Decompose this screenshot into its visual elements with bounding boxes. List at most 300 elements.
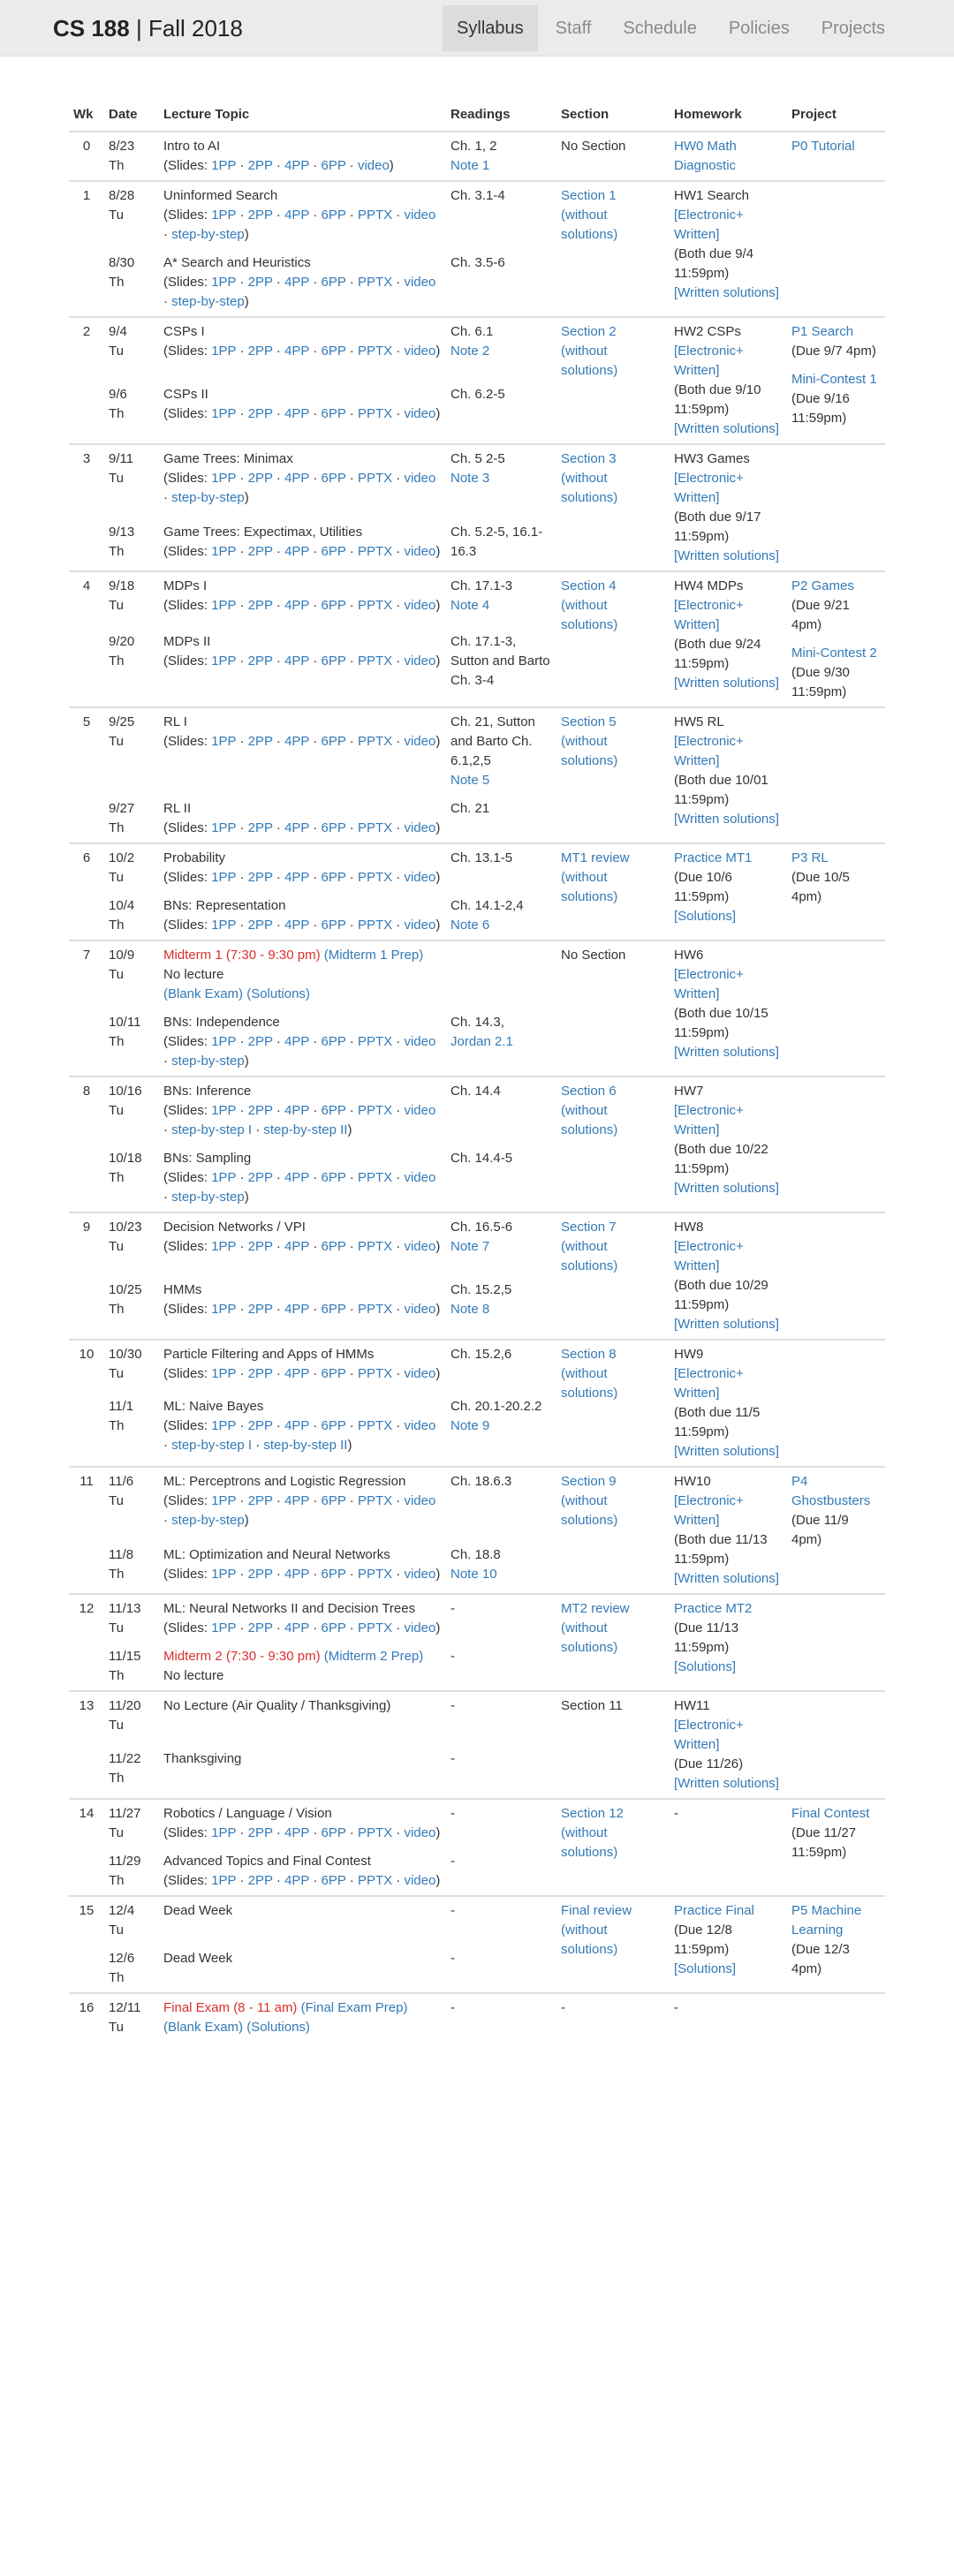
slides-video-link[interactable]: video xyxy=(404,1825,436,1840)
section-link[interactable]: Section 2 xyxy=(561,324,617,339)
section-link[interactable]: Section 8 xyxy=(561,1347,617,1362)
slides-pptx-link[interactable]: PPTX xyxy=(357,208,393,223)
homework-link[interactable]: [Electronic+ Written] xyxy=(674,208,744,242)
slides-pptx-link[interactable]: PPTX xyxy=(357,471,393,486)
slides-1pp-link[interactable]: 1PP xyxy=(211,544,237,559)
slides-1pp-link[interactable]: 1PP xyxy=(211,406,237,421)
slides-step-by-step-link[interactable]: step-by-step xyxy=(171,227,245,242)
homework-link[interactable]: [Written solutions] xyxy=(674,1571,779,1586)
col-header-homework: Homework xyxy=(670,97,787,132)
slides-video-link[interactable]: video xyxy=(404,544,436,559)
readings-link[interactable]: Note 8 xyxy=(450,1302,490,1317)
slides-4pp-link[interactable]: 4PP xyxy=(284,1418,310,1433)
slides-4pp-link[interactable]: 4PP xyxy=(284,1170,310,1185)
slides-2pp-link[interactable]: 2PP xyxy=(247,598,273,613)
readings-cell xyxy=(446,1643,556,1691)
section-link[interactable]: (without solutions) xyxy=(561,1103,618,1137)
slides-4pp-link[interactable]: 4PP xyxy=(284,1034,310,1049)
section-cell xyxy=(556,1896,670,1993)
slides-6pp-link[interactable]: 6PP xyxy=(321,1567,346,1582)
table-row xyxy=(69,1076,885,1144)
homework-link[interactable]: [Written solutions] xyxy=(674,1045,779,1060)
week-number: 8 xyxy=(69,1076,104,1212)
slides-video-link[interactable]: video xyxy=(404,918,436,933)
slides-4pp-link[interactable]: 4PP xyxy=(284,820,310,835)
homework-link[interactable]: [Written solutions] xyxy=(674,285,779,300)
slides-2pp-link[interactable]: 2PP xyxy=(247,344,273,359)
project-link[interactable]: Mini-Contest 1 xyxy=(791,372,877,387)
slides-1pp-link[interactable]: 1PP xyxy=(211,1418,237,1433)
homework-text: (Due 10/6 11:59pm) xyxy=(674,870,732,904)
readings-link[interactable]: Note 9 xyxy=(450,1418,490,1433)
slides-pptx-link[interactable]: PPTX xyxy=(357,1493,393,1508)
slides-video-link[interactable]: video xyxy=(404,1239,436,1254)
slides-6pp-link[interactable]: 6PP xyxy=(321,1873,346,1888)
slides-2pp-link[interactable]: 2PP xyxy=(247,158,273,173)
slides-1pp-link[interactable]: 1PP xyxy=(211,653,237,669)
slides-6pp-link[interactable]: 6PP xyxy=(321,544,346,559)
homework-link[interactable]: [Electronic+ Written] xyxy=(674,471,744,505)
homework-link[interactable]: [Solutions] xyxy=(674,1659,737,1674)
slides-2pp-link[interactable]: 2PP xyxy=(247,1825,273,1840)
slides-step-by-step-link[interactable]: step-by-step xyxy=(171,1190,245,1205)
slides-2pp-link[interactable]: 2PP xyxy=(247,1103,273,1118)
slides-2pp-link[interactable]: 2PP xyxy=(247,918,273,933)
slides-6pp-link[interactable]: 6PP xyxy=(321,1493,346,1508)
slides-6pp-link[interactable]: 6PP xyxy=(321,734,346,749)
readings-text: Ch. 5.2-5, 16.1-16.3 xyxy=(450,525,543,559)
slides-pptx-link[interactable]: PPTX xyxy=(357,870,393,885)
slides-4pp-link[interactable]: 4PP xyxy=(284,1103,310,1118)
project-link[interactable]: P3 RL xyxy=(791,850,829,865)
topic-link[interactable]: (Final Exam Prep) xyxy=(300,2000,408,2015)
lecture-topic-cell xyxy=(159,1799,446,1847)
homework-link[interactable]: Practice Final xyxy=(674,1903,754,1918)
homework-link[interactable]: [Written solutions] xyxy=(674,1181,779,1196)
section-link[interactable]: (without solutions) xyxy=(561,870,618,904)
slides-1pp-link[interactable]: 1PP xyxy=(211,734,237,749)
section-link[interactable]: (without solutions) xyxy=(561,1239,618,1273)
section-cell xyxy=(556,1799,670,1896)
slides-list: (Slides: 1PP · 2PP · 4PP · 6PP · PPTX · video · step-by-step) xyxy=(163,471,436,505)
section-link[interactable]: Section 4 xyxy=(561,578,617,593)
readings-link[interactable]: Note 6 xyxy=(450,918,490,933)
readings-cell xyxy=(446,1896,556,1945)
slides-1pp-link[interactable]: 1PP xyxy=(211,1170,237,1185)
slides-2pp-link[interactable]: 2PP xyxy=(247,1418,273,1433)
slides-2pp-link[interactable]: 2PP xyxy=(247,1170,273,1185)
slides-pptx-link[interactable]: PPTX xyxy=(357,918,393,933)
homework-text: (Both due 9/17 11:59pm) xyxy=(674,510,761,544)
section-cell xyxy=(556,132,670,181)
slides-pptx-link[interactable]: PPTX xyxy=(357,544,393,559)
slides-6pp-link[interactable]: 6PP xyxy=(321,344,346,359)
readings-link[interactable]: Jordan 2.1 xyxy=(450,1034,513,1049)
slides-pptx-link[interactable]: PPTX xyxy=(357,344,393,359)
lecture-topic: No lecture xyxy=(163,1668,224,1683)
slides-video-link[interactable]: video xyxy=(404,820,436,835)
homework-link[interactable]: [Electronic+ Written] xyxy=(674,1366,744,1401)
readings-cell xyxy=(446,628,556,707)
readings-cell xyxy=(446,1594,556,1643)
slides-4pp-link[interactable]: 4PP xyxy=(284,918,310,933)
slides-2pp-link[interactable]: 2PP xyxy=(247,653,273,669)
slides-pptx-link[interactable]: PPTX xyxy=(357,1873,393,1888)
slides-2pp-link[interactable]: 2PP xyxy=(247,275,273,290)
slides-2pp-link[interactable]: 2PP xyxy=(247,406,273,421)
slides-video-link[interactable]: video xyxy=(404,1620,436,1635)
homework-link[interactable]: Practice MT2 xyxy=(674,1601,753,1616)
slides-1pp-link[interactable]: 1PP xyxy=(211,158,237,173)
slides-6pp-link[interactable]: 6PP xyxy=(321,1239,346,1254)
slides-1pp-link[interactable]: 1PP xyxy=(211,1034,237,1049)
lecture-day: Th xyxy=(109,1970,125,1985)
slides-4pp-link[interactable]: 4PP xyxy=(284,870,310,885)
readings-cell xyxy=(446,1276,556,1340)
lecture-topic-cell xyxy=(159,941,446,1008)
slides-2pp-link[interactable]: 2PP xyxy=(247,1239,273,1254)
lecture-day: Th xyxy=(109,406,125,421)
slides-4pp-link[interactable]: 4PP xyxy=(284,1493,310,1508)
slides-2pp-link[interactable]: 2PP xyxy=(247,1493,273,1508)
readings-cell xyxy=(446,1212,556,1276)
slides-2pp-link[interactable]: 2PP xyxy=(247,1873,273,1888)
section-cell xyxy=(556,941,670,1076)
nav-projects[interactable]: Projects xyxy=(821,19,885,38)
slides-video-link[interactable]: video xyxy=(357,158,390,173)
homework-link[interactable]: [Electronic+ Written] xyxy=(674,1239,744,1273)
slides-1pp-link[interactable]: 1PP xyxy=(211,598,237,613)
topic-link[interactable]: (Blank Exam) xyxy=(163,986,244,1001)
homework-link[interactable]: [Electronic+ Written] xyxy=(674,967,744,1001)
slides-2pp-link[interactable]: 2PP xyxy=(247,544,273,559)
slides-6pp-link[interactable]: 6PP xyxy=(321,1302,346,1317)
slides-video-link[interactable]: video xyxy=(404,208,436,223)
lecture-day: Tu xyxy=(109,1825,124,1840)
slides-2pp-link[interactable]: 2PP xyxy=(247,870,273,885)
readings-cell xyxy=(446,1847,556,1896)
homework-text: - xyxy=(674,1806,678,1821)
slides-video-link[interactable]: video xyxy=(404,275,436,290)
topic-link[interactable]: (Midterm 2 Prep) xyxy=(323,1649,424,1664)
nav-schedule[interactable]: Schedule xyxy=(623,19,697,38)
lecture-topic-cell xyxy=(159,181,446,249)
section-link[interactable]: Final review xyxy=(561,1903,632,1918)
homework-cell xyxy=(670,1076,787,1212)
slides-pptx-link[interactable]: PPTX xyxy=(357,1170,393,1185)
slides-4pp-link[interactable]: 4PP xyxy=(284,406,310,421)
slides-list: (Slides: 1PP · 2PP · 4PP · 6PP · PPTX · video · step-by-step) xyxy=(163,1034,436,1069)
lecture-topic-cell xyxy=(159,707,446,795)
slides-video-link[interactable]: video xyxy=(404,471,436,486)
project-link[interactable]: P1 Search xyxy=(791,324,854,339)
project-link[interactable]: Mini-Contest 2 xyxy=(791,646,877,661)
slides-pptx-link[interactable]: PPTX xyxy=(357,1239,393,1254)
nav-syllabus[interactable]: Syllabus xyxy=(443,5,538,51)
slides-video-link[interactable]: video xyxy=(404,1418,436,1433)
section-link[interactable]: (without solutions) xyxy=(561,598,618,632)
homework-link[interactable]: [Solutions] xyxy=(674,909,737,924)
lecture-day: Tu xyxy=(109,1923,124,1938)
slides-video-link[interactable]: video xyxy=(404,1170,436,1185)
slides-step-by-step-link[interactable]: step-by-step xyxy=(171,1054,245,1069)
slides-2pp-link[interactable]: 2PP xyxy=(247,1366,273,1381)
readings-cell xyxy=(446,1541,556,1594)
homework-link[interactable]: [Written solutions] xyxy=(674,812,779,827)
slides-6pp-link[interactable]: 6PP xyxy=(321,208,346,223)
slides-4pp-link[interactable]: 4PP xyxy=(284,1873,310,1888)
slides-video-link[interactable]: video xyxy=(404,344,436,359)
section-link[interactable]: (without solutions) xyxy=(561,471,618,505)
slides-4pp-link[interactable]: 4PP xyxy=(284,1239,310,1254)
slides-pptx-link[interactable]: PPTX xyxy=(357,1825,393,1840)
lecture-date: 11/6 xyxy=(109,1474,134,1489)
slides-list: (Slides: 1PP · 2PP · 4PP · 6PP · PPTX · video · step-by-step) xyxy=(163,208,436,242)
slides-4pp-link[interactable]: 4PP xyxy=(284,1567,310,1582)
table-row xyxy=(69,1896,885,1945)
slides-6pp-link[interactable]: 6PP xyxy=(321,1418,346,1433)
slides-1pp-link[interactable]: 1PP xyxy=(211,1493,237,1508)
slides-6pp-link[interactable]: 6PP xyxy=(321,598,346,613)
slides-2pp-link[interactable]: 2PP xyxy=(247,820,273,835)
section-link[interactable]: (without solutions) xyxy=(561,1493,618,1528)
slides-1pp-link[interactable]: 1PP xyxy=(211,1366,237,1381)
slides-step-by-step-link[interactable]: step-by-step xyxy=(171,294,245,309)
slides-1pp-link[interactable]: 1PP xyxy=(211,1567,237,1582)
slides-1pp-link[interactable]: 1PP xyxy=(211,471,237,486)
lecture-date-cell xyxy=(104,1594,159,1643)
slides-video-link[interactable]: video xyxy=(404,1302,436,1317)
topic-link[interactable]: (Blank Exam) xyxy=(163,2020,244,2035)
lecture-topic: BNs: Independence xyxy=(163,1015,280,1030)
slides-4pp-link[interactable]: 4PP xyxy=(284,544,310,559)
homework-link[interactable]: [Written solutions] xyxy=(674,1444,779,1459)
homework-link[interactable]: [Written solutions] xyxy=(674,548,779,563)
slides-pptx-link[interactable]: PPTX xyxy=(357,1366,393,1381)
slides-6pp-link[interactable]: 6PP xyxy=(321,1034,346,1049)
homework-link[interactable]: [Electronic+ Written] xyxy=(674,344,744,378)
slides-pptx-link[interactable]: PPTX xyxy=(357,653,393,669)
homework-link[interactable]: [Electronic+ Written] xyxy=(674,1103,744,1137)
homework-link[interactable]: [Written solutions] xyxy=(674,421,779,436)
section-link[interactable]: (without solutions) xyxy=(561,344,618,378)
section-link[interactable]: (without solutions) xyxy=(561,1366,618,1401)
lecture-day: Tu xyxy=(109,967,124,982)
slides-step-by-step-i-link[interactable]: step-by-step I xyxy=(171,1438,253,1453)
slides-1pp-link[interactable]: 1PP xyxy=(211,275,237,290)
homework-text: (Both due 10/22 11:59pm) xyxy=(674,1142,768,1176)
slides-pptx-link[interactable]: PPTX xyxy=(357,1418,393,1433)
slides-pptx-link[interactable]: PPTX xyxy=(357,1034,393,1049)
slides-step-by-step-link[interactable]: step-by-step xyxy=(171,490,245,505)
slides-6pp-link[interactable]: 6PP xyxy=(321,275,346,290)
slides-video-link[interactable]: video xyxy=(404,598,436,613)
section-link[interactable]: Section 6 xyxy=(561,1084,617,1099)
section-link[interactable]: (without solutions) xyxy=(561,1620,618,1655)
slides-pptx-link[interactable]: PPTX xyxy=(357,1103,393,1118)
slides-list: (Slides: 1PP · 2PP · 4PP · 6PP · PPTX · video) xyxy=(163,344,441,359)
slides-4pp-link[interactable]: 4PP xyxy=(284,471,310,486)
topic-link[interactable]: (Midterm 1 Prep) xyxy=(323,948,424,963)
slides-1pp-link[interactable]: 1PP xyxy=(211,820,237,835)
project-link[interactable]: Final Contest xyxy=(791,1806,870,1821)
slides-1pp-link[interactable]: 1PP xyxy=(211,1103,237,1118)
slides-6pp-link[interactable]: 6PP xyxy=(321,471,346,486)
readings-cell xyxy=(446,181,556,249)
homework-link[interactable]: [Written solutions] xyxy=(674,1317,779,1332)
section-link[interactable]: Section 5 xyxy=(561,714,617,729)
slides-1pp-link[interactable]: 1PP xyxy=(211,1620,237,1635)
slides-4pp-link[interactable]: 4PP xyxy=(284,1366,310,1381)
homework-link[interactable]: [Written solutions] xyxy=(674,676,779,691)
topic-link[interactable]: (Solutions) xyxy=(246,986,310,1001)
section-link[interactable]: MT1 review xyxy=(561,850,630,865)
slides-video-link[interactable]: video xyxy=(404,1034,436,1049)
readings-link[interactable]: Note 10 xyxy=(450,1567,497,1582)
homework-link[interactable]: [Written solutions] xyxy=(674,1776,779,1791)
project-link[interactable]: P4 Ghostbusters xyxy=(791,1474,871,1508)
slides-1pp-link[interactable]: 1PP xyxy=(211,1873,237,1888)
slides-1pp-link[interactable]: 1PP xyxy=(211,918,237,933)
homework-text: HW9 xyxy=(674,1347,704,1362)
slides-pptx-link[interactable]: PPTX xyxy=(357,1567,393,1582)
slides-step-by-step-i-link[interactable]: step-by-step I xyxy=(171,1122,253,1137)
section-link[interactable]: Section 7 xyxy=(561,1220,617,1235)
section-link[interactable]: Section 1 xyxy=(561,188,617,203)
slides-2pp-link[interactable]: 2PP xyxy=(247,1620,273,1635)
slides-6pp-link[interactable]: 6PP xyxy=(321,406,346,421)
readings-link[interactable]: Note 7 xyxy=(450,1239,490,1254)
lecture-day: Tu xyxy=(109,1620,124,1635)
slides-video-link[interactable]: video xyxy=(404,1493,436,1508)
section-link[interactable]: (without solutions) xyxy=(561,1825,618,1860)
lecture-date-cell xyxy=(104,518,159,571)
slides-6pp-link[interactable]: 6PP xyxy=(321,158,346,173)
homework-link[interactable]: HW0 Math Diagnostic xyxy=(674,139,737,173)
slides-pptx-link[interactable]: PPTX xyxy=(357,820,393,835)
section-link[interactable]: Section 12 xyxy=(561,1806,624,1821)
slides-video-link[interactable]: video xyxy=(404,653,436,669)
slides-video-link[interactable]: video xyxy=(404,1366,436,1381)
slides-video-link[interactable]: video xyxy=(404,1103,436,1118)
slides-2pp-link[interactable]: 2PP xyxy=(247,1034,273,1049)
slides-6pp-link[interactable]: 6PP xyxy=(321,1620,346,1635)
slides-video-link[interactable]: video xyxy=(404,1567,436,1582)
slides-4pp-link[interactable]: 4PP xyxy=(284,158,310,173)
slides-1pp-link[interactable]: 1PP xyxy=(211,344,237,359)
readings-link[interactable]: Note 1 xyxy=(450,158,490,173)
homework-link[interactable]: [Electronic+ Written] xyxy=(674,1718,744,1752)
slides-4pp-link[interactable]: 4PP xyxy=(284,344,310,359)
topic-link[interactable]: (Solutions) xyxy=(246,2020,310,2035)
slides-6pp-link[interactable]: 6PP xyxy=(321,653,346,669)
section-link[interactable]: MT2 review xyxy=(561,1601,630,1616)
homework-link[interactable]: [Electronic+ Written] xyxy=(674,734,744,768)
readings-link[interactable]: Note 3 xyxy=(450,471,490,486)
slides-pptx-link[interactable]: PPTX xyxy=(357,275,393,290)
readings-link[interactable]: Note 4 xyxy=(450,598,490,613)
readings-text: Ch. 18.8 xyxy=(450,1547,501,1562)
slides-pptx-link[interactable]: PPTX xyxy=(357,1302,393,1317)
slides-video-link[interactable]: video xyxy=(404,734,436,749)
slides-4pp-link[interactable]: 4PP xyxy=(284,1620,310,1635)
slides-6pp-link[interactable]: 6PP xyxy=(321,1170,346,1185)
slides-2pp-link[interactable]: 2PP xyxy=(247,1567,273,1582)
slides-4pp-link[interactable]: 4PP xyxy=(284,734,310,749)
slides-step-by-step-ii-link[interactable]: step-by-step II xyxy=(263,1438,348,1453)
course-brand[interactable]: CS 188 | Fall 2018 xyxy=(53,15,243,42)
homework-link[interactable]: [Solutions] xyxy=(674,1961,737,1976)
slides-6pp-link[interactable]: 6PP xyxy=(321,918,346,933)
readings-cell xyxy=(446,518,556,571)
slides-pptx-link[interactable]: PPTX xyxy=(357,734,393,749)
slides-1pp-link[interactable]: 1PP xyxy=(211,870,237,885)
lecture-day: Th xyxy=(109,820,125,835)
lecture-date-cell xyxy=(104,1008,159,1076)
nav-policies[interactable]: Policies xyxy=(728,19,790,38)
section-link[interactable]: (without solutions) xyxy=(561,734,618,768)
homework-link[interactable]: [Electronic+ Written] xyxy=(674,598,744,632)
slides-4pp-link[interactable]: 4PP xyxy=(284,598,310,613)
slides-list: (Slides: 1PP · 2PP · 4PP · 6PP · PPTX · video) xyxy=(163,653,441,669)
slides-4pp-link[interactable]: 4PP xyxy=(284,275,310,290)
slides-video-link[interactable]: video xyxy=(404,870,436,885)
slides-6pp-link[interactable]: 6PP xyxy=(321,1825,346,1840)
lecture-date-cell xyxy=(104,444,159,518)
slides-4pp-link[interactable]: 4PP xyxy=(284,1825,310,1840)
slides-6pp-link[interactable]: 6PP xyxy=(321,820,346,835)
section-link[interactable]: Section 9 xyxy=(561,1474,617,1489)
slides-pptx-link[interactable]: PPTX xyxy=(357,406,393,421)
project-text: (Due 11/27 11:59pm) xyxy=(791,1825,857,1860)
slides-4pp-link[interactable]: 4PP xyxy=(284,653,310,669)
project-link[interactable]: P2 Games xyxy=(791,578,854,593)
project-link[interactable]: P0 Tutorial xyxy=(791,139,855,154)
slides-video-link[interactable]: video xyxy=(404,1873,436,1888)
slides-6pp-link[interactable]: 6PP xyxy=(321,1103,346,1118)
week-number: 12 xyxy=(69,1594,104,1691)
slides-2pp-link[interactable]: 2PP xyxy=(247,1302,273,1317)
section-link[interactable]: Section 3 xyxy=(561,451,617,466)
slides-4pp-link[interactable]: 4PP xyxy=(284,1302,310,1317)
slides-step-by-step-ii-link[interactable]: step-by-step II xyxy=(263,1122,348,1137)
slides-1pp-link[interactable]: 1PP xyxy=(211,1825,237,1840)
readings-link[interactable]: Note 5 xyxy=(450,773,490,788)
slides-pptx-link[interactable]: PPTX xyxy=(357,1620,393,1635)
readings-link[interactable]: Note 2 xyxy=(450,344,490,359)
week-number: 1 xyxy=(69,181,104,317)
slides-2pp-link[interactable]: 2PP xyxy=(247,208,273,223)
slides-1pp-link[interactable]: 1PP xyxy=(211,1239,237,1254)
section-link[interactable]: (without solutions) xyxy=(561,1923,618,1957)
slides-pptx-link[interactable]: PPTX xyxy=(357,598,393,613)
nav-staff[interactable]: Staff xyxy=(555,19,592,38)
section-link[interactable]: (without solutions) xyxy=(561,208,618,242)
homework-link[interactable]: Practice MT1 xyxy=(674,850,753,865)
homework-link[interactable]: [Electronic+ Written] xyxy=(674,1493,744,1528)
slides-1pp-link[interactable]: 1PP xyxy=(211,208,237,223)
slides-4pp-link[interactable]: 4PP xyxy=(284,208,310,223)
lecture-topic-cell xyxy=(159,628,446,707)
slides-2pp-link[interactable]: 2PP xyxy=(247,471,273,486)
slides-1pp-link[interactable]: 1PP xyxy=(211,1302,237,1317)
slides-step-by-step-link[interactable]: step-by-step xyxy=(171,1513,245,1528)
project-link[interactable]: P5 Machine Learning xyxy=(791,1903,862,1938)
slides-6pp-link[interactable]: 6PP xyxy=(321,1366,346,1381)
slides-video-link[interactable]: video xyxy=(404,406,436,421)
slides-6pp-link[interactable]: 6PP xyxy=(321,870,346,885)
slides-2pp-link[interactable]: 2PP xyxy=(247,734,273,749)
